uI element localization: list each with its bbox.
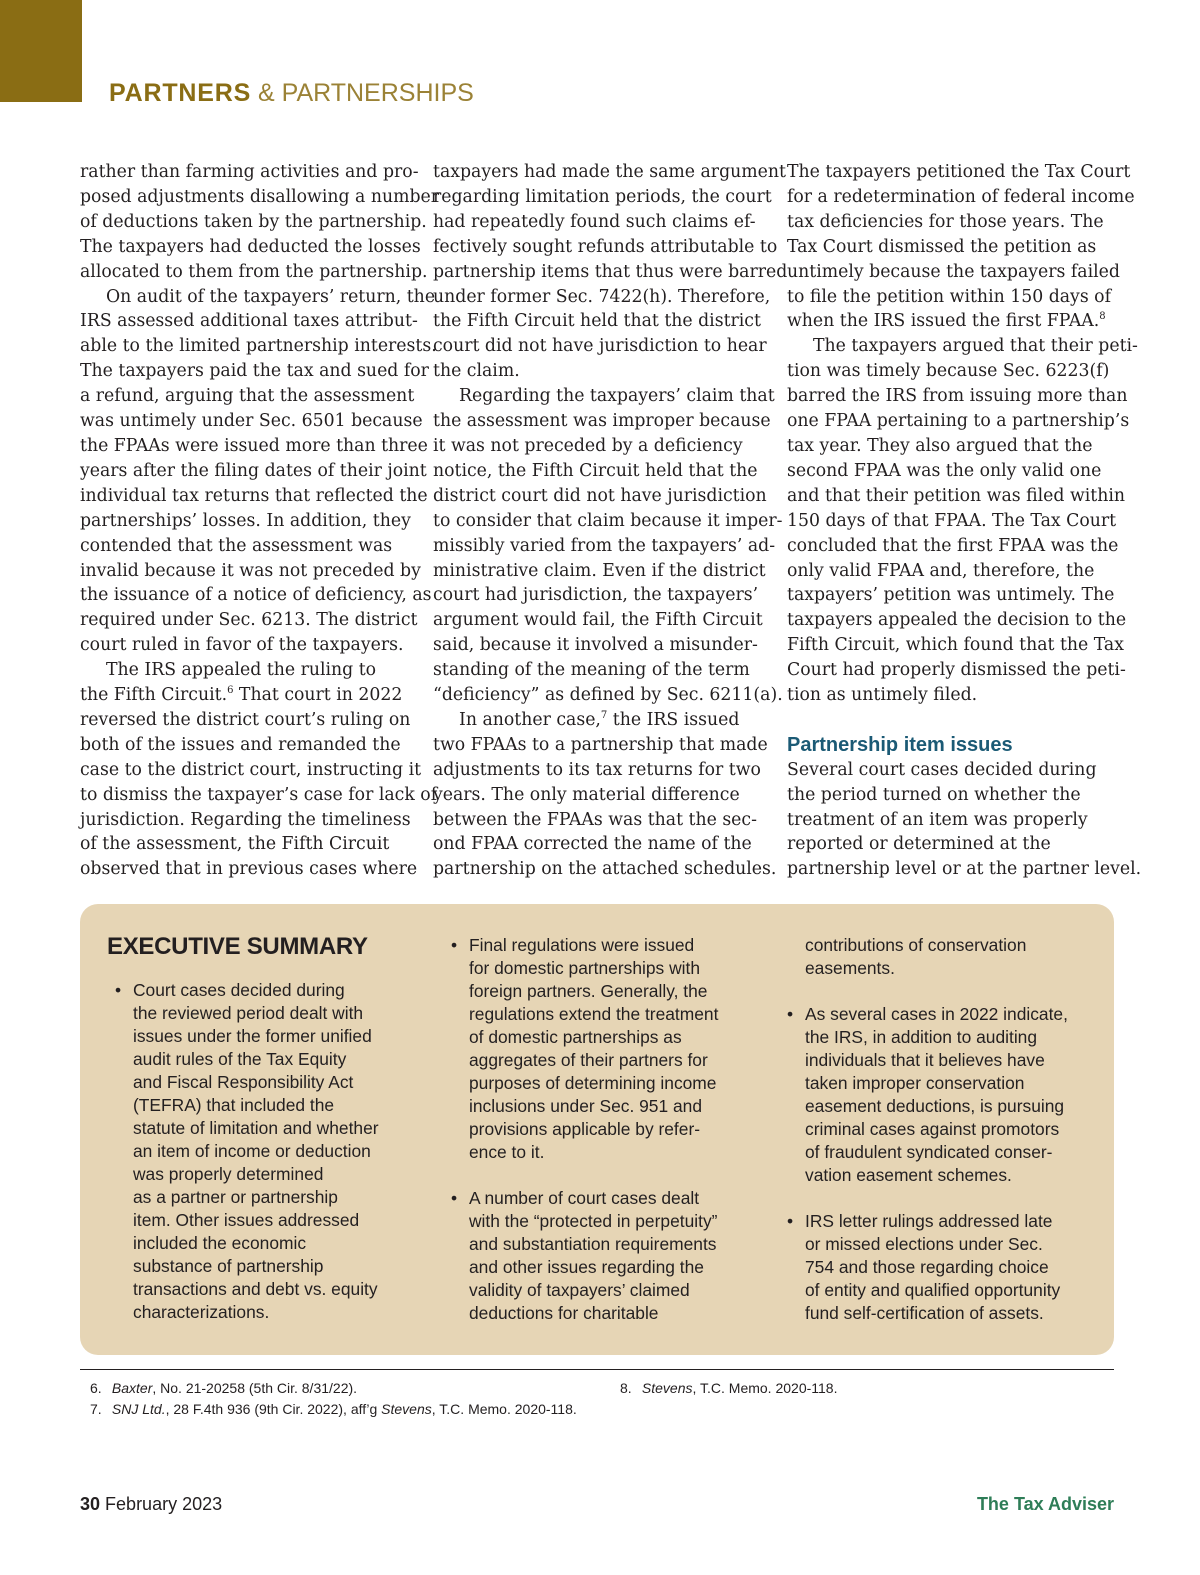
text-line: Court had properly dismissed the peti-: [787, 660, 1126, 681]
text-line: contended that the assessment was: [80, 535, 393, 556]
summary-line: Court cases decided during: [133, 980, 345, 1000]
text-line: jurisdiction. Regarding the timeliness: [80, 809, 411, 830]
text-line: required under Sec. 6213. The district: [80, 610, 418, 631]
text-line: posed adjustments disallowing a number: [80, 186, 440, 207]
text-line: tax deficiencies for those years. The: [787, 211, 1104, 232]
text-line: taxpayers had made the same argument: [433, 162, 786, 182]
spacer: [787, 708, 1118, 733]
text-line: a refund, arguing that the assessment: [80, 386, 415, 407]
footnote-text: , T.C. Memo. 2020-118.: [431, 1401, 577, 1417]
text-segment: when the IRS issued the first FPAA.: [787, 311, 1100, 332]
bullet-icon: •: [787, 1211, 794, 1231]
summary-line: statute of limitation and whether: [133, 1118, 379, 1138]
text-line: and that their petition was filed within: [787, 485, 1125, 506]
summary-line: and Fiscal Responsibility Act: [133, 1072, 354, 1092]
text-line: observed that in previous cases where: [80, 859, 418, 880]
footnote-divider: [80, 1369, 1114, 1370]
publication-name: The Tax Adviser: [976, 1494, 1114, 1514]
summary-line: inclusions under Sec. 951 and: [469, 1096, 702, 1116]
text-line: The taxpayers had deducted the losses: [80, 236, 421, 257]
text-line: partnership on the attached schedules.: [433, 859, 777, 880]
summary-bullet-item: [117, 979, 417, 1324]
summary-line: (TEFRA) that included the: [133, 1095, 335, 1115]
text-line: case to the district court, instructing it: [80, 759, 422, 780]
summary-line: deductions for charitable: [469, 1303, 659, 1323]
text-line: said, because it involved a misunder-: [433, 635, 758, 656]
footnote-ref: 8: [1099, 311, 1106, 323]
summary-line: and other issues regarding the: [469, 1257, 704, 1277]
summary-line: As several cases in 2022 indicate,: [805, 1004, 1068, 1024]
text-segment: That court in 2022: [233, 685, 403, 706]
text-line: standing of the meaning of the term: [433, 660, 750, 681]
text-line: ministrative claim. Even if the district: [433, 560, 766, 581]
text-line: was untimely under Sec. 6501 because: [80, 411, 423, 432]
executive-summary-column-2: [453, 934, 753, 1325]
summary-line: the reviewed period dealt with: [133, 1003, 364, 1023]
corner-color-block: [0, 0, 82, 102]
summary-line: purposes of determining income: [469, 1073, 717, 1093]
summary-line: for domestic partnerships with: [469, 958, 701, 978]
text-line: IRS assessed additional taxes attribut-: [80, 311, 418, 332]
summary-line: vation easement schemes.: [805, 1165, 1012, 1185]
text-segment: the Fifth Circuit.: [80, 685, 228, 706]
text-line: treatment of an item was properly: [787, 809, 1088, 830]
summary-line: fund self-certification of assets.: [805, 1303, 1044, 1323]
text-line: fectively sought refunds attributable to: [433, 236, 778, 257]
text-line: taxpayers’ petition was untimely. The: [787, 585, 1115, 606]
text-line: On audit of the taxpayers’ return, the: [106, 286, 436, 307]
summary-line: item. Other issues addressed: [133, 1210, 360, 1230]
summary-line: ence to it.: [469, 1142, 545, 1162]
text-line: adjustments to its tax returns for two: [433, 759, 761, 780]
summary-bullet-item: [789, 1210, 1089, 1325]
summary-line: was properly determined: [133, 1164, 324, 1184]
text-line: for a redetermination of federal income: [787, 186, 1135, 207]
summary-line: contributions of conservation: [805, 935, 1027, 955]
text-line: partnership level or at the partner level.: [787, 859, 1142, 880]
summary-line: validity of taxpayers’ claimed: [469, 1280, 690, 1300]
text-line: the FPAAs were issued more than three: [80, 435, 428, 456]
footnote-8: [620, 1378, 837, 1399]
summary-line: as a partner or partnership: [133, 1187, 338, 1207]
text-line: tion was timely because Sec. 6223(f): [787, 361, 1110, 382]
body-column-2: [433, 160, 788, 882]
text-line: partnerships’ losses. In addition, they: [80, 510, 411, 531]
text-line: tax year. They also argued that the: [787, 435, 1093, 456]
summary-line: easements.: [805, 958, 895, 978]
footnote-case-name: Baxter: [111, 1380, 153, 1396]
text-line: The IRS appealed the ruling to: [106, 660, 377, 681]
summary-bullet-item: [789, 1003, 1089, 1187]
page-footer-left: [80, 1492, 222, 1516]
text-line: years. The only material difference: [433, 784, 740, 805]
footnote-case-name: Stevens: [641, 1380, 693, 1396]
text-line: court had jurisdiction, the taxpayers’: [433, 585, 759, 606]
summary-line: issues under the former unified: [133, 1026, 372, 1046]
footnote-6: [90, 1378, 577, 1399]
summary-line: of fraudulent syndicated conser-: [805, 1142, 1053, 1162]
text-line: ond FPAA corrected the name of the: [433, 834, 752, 855]
text-line: district court did not have jurisdiction: [433, 485, 767, 506]
text-line: the issuance of a notice of deficiency, as: [80, 585, 432, 606]
footnote-text: , T.C. Memo. 2020-118.: [692, 1380, 838, 1396]
subheading-partnership-item-issues: Partnership item issues: [787, 733, 1013, 756]
bullet-icon: •: [451, 935, 458, 955]
footnote-number: 6.: [90, 1380, 102, 1396]
footnote-number: 8.: [620, 1380, 632, 1396]
text-line: to consider that claim because it imper-: [433, 510, 783, 531]
footnotes-right: [620, 1378, 837, 1399]
text-line: only valid FPAA and, therefore, the: [787, 560, 1095, 581]
summary-line: regulations extend the treatment: [469, 1004, 719, 1024]
text-line: to dismiss the taxpayer’s case for lack of: [80, 784, 438, 805]
summary-line: of domestic partnerships as: [469, 1027, 682, 1047]
footnote-number: 7.: [90, 1401, 102, 1417]
summary-line: Final regulations were issued: [469, 935, 695, 955]
text-line: able to the limited partnership interests.: [80, 336, 437, 357]
text-line: under former Sec. 7422(h). Therefore,: [433, 286, 771, 307]
text-line: Several court cases decided during: [787, 759, 1097, 780]
text-line-with-footnote: [433, 708, 764, 733]
page-number: 30: [80, 1494, 101, 1514]
text-line: court ruled in favor of the taxpayers.: [80, 635, 404, 656]
summary-line: transactions and debt vs. equity: [133, 1279, 378, 1299]
summary-bullet-item: [453, 934, 753, 1164]
summary-line: aggregates of their partners for: [469, 1050, 708, 1070]
text-segment: In another case,: [459, 709, 601, 730]
section-header: [109, 78, 474, 108]
text-line: Fifth Circuit, which found that the Tax: [787, 635, 1124, 656]
summary-line: the IRS, in addition to auditing: [805, 1027, 1038, 1047]
text-line: individual tax returns that reflected the: [80, 485, 428, 506]
text-line: partnership items that thus were barred: [433, 261, 788, 282]
footnote-text: , 28 F.4th 936 (9th Cir. 2022), aff’g: [165, 1401, 382, 1417]
text-line: reported or determined at the: [787, 834, 1051, 855]
summary-line: provisions applicable by refer-: [469, 1119, 701, 1139]
footnote-case-name: SNJ Ltd.: [111, 1401, 166, 1417]
body-column-3: [787, 160, 1142, 882]
text-line-with-footnote: [80, 683, 411, 708]
text-line: The taxpayers petitioned the Tax Court: [787, 162, 1131, 182]
text-line: untimely because the taxpayers failed: [787, 261, 1120, 282]
summary-line: substance of partnership: [133, 1256, 324, 1276]
executive-summary-title: EXECUTIVE SUMMARY: [107, 933, 368, 960]
text-line: had repeatedly found such claims ef-: [433, 211, 756, 232]
summary-line: A number of court cases dealt: [469, 1188, 700, 1208]
footnote-7: [90, 1399, 577, 1420]
executive-summary-column-3: [789, 934, 1089, 1325]
text-line: argument would fail, the Fifth Circuit: [433, 610, 763, 631]
issue-date: February 2023: [105, 1494, 223, 1514]
text-line-with-footnote: [787, 309, 1118, 334]
text-line: The taxpayers paid the tax and sued for: [80, 361, 429, 382]
text-line: reversed the district court’s ruling on: [80, 709, 411, 730]
section-header-bold: PARTNERS: [109, 79, 252, 107]
summary-line: or missed elections under Sec.: [805, 1234, 1043, 1254]
executive-summary-column-1: [117, 979, 417, 1324]
summary-line: criminal cases against promotors: [805, 1119, 1060, 1139]
summary-bullet-continuation: [789, 934, 1089, 980]
summary-line: easement deductions, is pursuing: [805, 1096, 1065, 1116]
text-line: Tax Court dismissed the petition as: [787, 236, 1097, 257]
text-line: rather than farming activities and pro-: [80, 162, 419, 182]
text-line: allocated to them from the partnership.: [80, 261, 428, 282]
text-line: second FPAA was the only valid one: [787, 460, 1102, 481]
text-line: invalid because it was not preceded by: [80, 560, 421, 581]
text-line: concluded that the first FPAA was the: [787, 535, 1119, 556]
summary-line: audit rules of the Tax Equity: [133, 1049, 347, 1069]
bullet-icon: •: [115, 980, 122, 1000]
text-line: “deficiency” as defined by Sec. 6211(a).: [433, 685, 783, 706]
summary-bullet-item: [453, 1187, 753, 1325]
text-line: to file the petition within 150 days of: [787, 286, 1111, 307]
text-line: of deductions taken by the partnership.: [80, 211, 427, 232]
bullet-icon: •: [451, 1188, 458, 1208]
text-line: the assessment was improper because: [433, 411, 771, 432]
text-line: 150 days of that FPAA. The Tax Court: [787, 510, 1117, 531]
footnotes-left: [90, 1378, 577, 1420]
summary-line: taken improper conservation: [805, 1073, 1025, 1093]
summary-line: 754 and those regarding choice: [805, 1257, 1049, 1277]
text-line: missibly varied from the taxpayers’ ad-: [433, 535, 776, 556]
body-column-1: [80, 160, 440, 882]
text-segment: the IRS issued: [607, 709, 740, 730]
bullet-icon: •: [787, 1004, 794, 1024]
text-line: of the assessment, the Fifth Circuit: [80, 834, 390, 855]
footnote-ref: 6: [227, 685, 234, 697]
text-line: court did not have jurisdiction to hear: [433, 336, 767, 357]
text-line: one FPAA pertaining to a partnership’s: [787, 411, 1130, 432]
text-line: tion as untimely filed.: [787, 685, 978, 706]
section-header-light: & PARTNERSHIPS: [258, 79, 474, 107]
text-line: the Fifth Circuit held that the district: [433, 311, 761, 332]
text-line: between the FPAAs was that the sec-: [433, 809, 757, 830]
text-line: notice, the Fifth Circuit held that the: [433, 460, 758, 481]
text-line: two FPAAs to a partnership that made: [433, 734, 768, 755]
text-line: Regarding the taxpayers’ claim that: [459, 386, 775, 407]
text-line: both of the issues and remanded the: [80, 734, 401, 755]
summary-line: individuals that it believes have: [805, 1050, 1045, 1070]
summary-line: with the “protected in perpetuity”: [469, 1211, 718, 1231]
text-line: the period turned on whether the: [787, 784, 1081, 805]
text-line: regarding limitation periods, the court: [433, 186, 772, 207]
summary-line: foreign partners. Generally, the: [469, 981, 708, 1001]
text-line: it was not preceded by a deficiency: [433, 435, 743, 456]
text-line: years after the filing dates of their joint: [80, 460, 427, 481]
summary-line: an item of income or deduction: [133, 1141, 371, 1161]
summary-line: characterizations.: [133, 1302, 270, 1322]
summary-line: IRS letter rulings addressed late: [805, 1211, 1053, 1231]
text-line: the claim.: [433, 361, 520, 382]
summary-line: of entity and qualified opportunity: [805, 1280, 1061, 1300]
text-line: The taxpayers argued that their peti-: [813, 336, 1138, 357]
footnote-ref: 7: [600, 710, 608, 722]
text-line: barred the IRS from issuing more than: [787, 386, 1128, 407]
summary-line: included the economic: [133, 1233, 307, 1253]
summary-line: and substantiation requirements: [469, 1234, 717, 1254]
footnote-text: , No. 21-20258 (5th Cir. 8/31/22).: [152, 1380, 358, 1396]
text-line: taxpayers appealed the decision to the: [787, 610, 1127, 631]
footnote-case-name: Stevens: [381, 1401, 432, 1417]
